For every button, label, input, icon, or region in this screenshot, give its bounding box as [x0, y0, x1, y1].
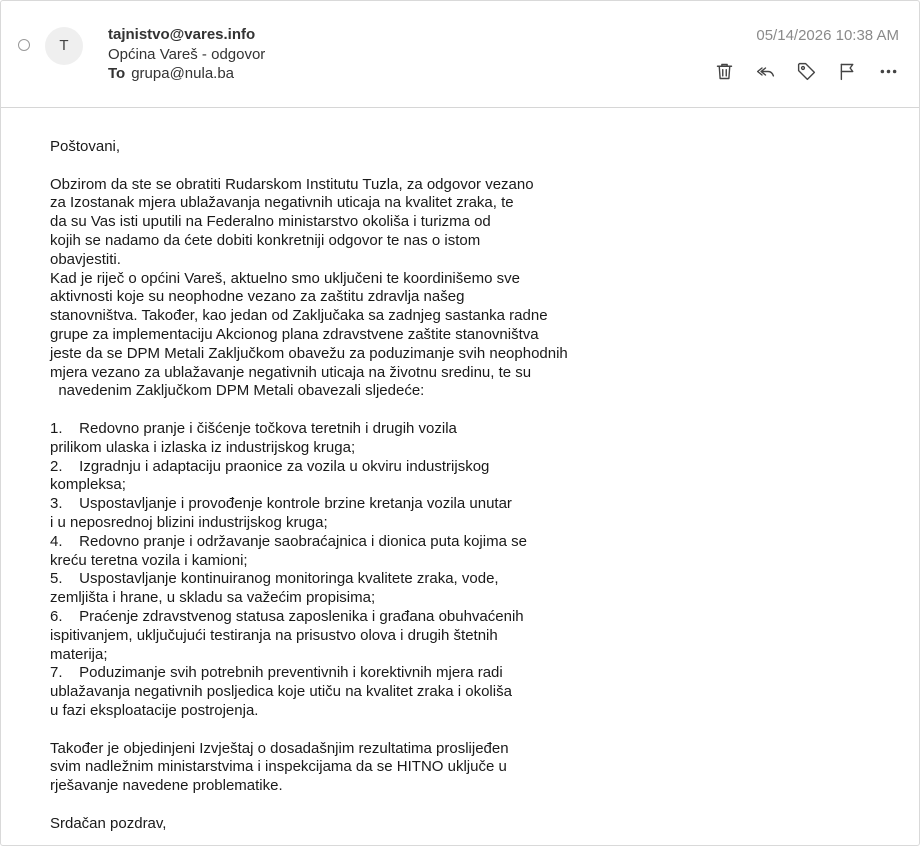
select-checkbox[interactable] — [18, 39, 30, 51]
tag-icon — [796, 61, 817, 82]
avatar: T — [45, 27, 83, 65]
body-line: za Izostanak mjera ublažavanja negativnih uticaja na kvalitet zraka, te — [50, 194, 514, 212]
body-line — [50, 401, 900, 420]
recipient-line — [108, 65, 234, 82]
tag-button[interactable] — [794, 59, 819, 84]
body-line: 2. Izgradnju i adaptaciju praonice za vozila u okviru industrijskog — [50, 457, 490, 475]
body-line: ublažavanja negativnih posljedica koje utiču na kvalitet zraka i okoliša — [50, 683, 512, 701]
body-line: kreću teretna vozila i kamioni; — [50, 551, 248, 569]
message-toolbar — [712, 58, 901, 84]
body-line: navedenim Zaključkom DPM Metali obavezali sljedeće: — [50, 382, 425, 400]
body-line: 1. Redovno pranje i čišćenje točkova teretnih i drugih vozila — [50, 419, 457, 437]
body-line — [50, 157, 900, 176]
body-line: Kad je riječ o općini Vareš, aktuelno smo uključeni te koordinišemo sve — [50, 269, 520, 287]
body-line: u fazi eksploatacije postrojenja. — [50, 701, 259, 719]
to-label: To — [108, 65, 126, 82]
body-line: 3. Uspostavljanje i provođenje kontrole brzine kretanja vozila unutar — [50, 495, 512, 513]
delete-button[interactable] — [712, 59, 737, 84]
reply-all-icon — [755, 61, 776, 82]
reply-all-button[interactable] — [753, 59, 778, 84]
body-line: rješavanje navedene problematike. — [50, 777, 283, 795]
recipient-address[interactable]: grupa@nula.ba — [131, 65, 235, 82]
body-line: jeste da se DPM Metali Zaključkom obavežu za poduzimanje svih neophodnih — [50, 344, 568, 362]
message-header — [1, 1, 919, 108]
more-actions-button[interactable] — [876, 59, 901, 84]
body-line: kojih se nadamo da ćete dobiti konkretniji odgovor te nas o istom — [50, 231, 481, 249]
body-line — [50, 721, 900, 740]
body-line: obavjestiti. — [50, 250, 121, 268]
sender-address[interactable]: tajnistvo@vares.info — [108, 26, 256, 43]
body-line: Srdačan pozdrav, — [50, 814, 167, 832]
body-line: Obzirom da ste se obratiti Rudarskom Institutu Tuzla, za odgovor vezano — [50, 175, 534, 193]
body-line: kompleksa; — [50, 476, 126, 494]
body-line: grupe za implementaciju Akcionog plana zdravstvene zaštite stanovništva — [50, 325, 539, 343]
flag-icon — [837, 61, 858, 82]
body-line: i u neposrednoj blizini industrijskog kruga; — [50, 513, 328, 531]
body-line: mjera vezano za ublažavanje negativnih uticaja na životnu sredinu, te su — [50, 363, 532, 381]
body-line: Također je objedinjeni Izvještaj o dosadašnjim rezultatima proslijeđen — [50, 739, 509, 757]
body-line: da su Vas isti uputili na Federalno ministarstvo okoliša i turizma od — [50, 213, 491, 231]
body-line: zemljišta i hrane, u skladu sa važećim propisima; — [50, 589, 376, 607]
body-line — [50, 796, 900, 815]
body-line: 7. Poduzimanje svih potrebnih preventivnih i korektivnih mjera radi — [50, 664, 503, 682]
body-line: aktivnosti koje su neophodne vezano za zaštitu zdravlja našeg — [50, 288, 465, 306]
body-line: stanovništva. Također, kao jedan od Zaključaka sa zadnjeg sastanka radne — [50, 307, 548, 325]
body-line: materija; — [50, 645, 108, 663]
message-subject: Općina Vareš - odgovor — [108, 46, 266, 63]
body-line: 4. Redovno pranje i održavanje saobraćajnica i dionica puta kojima se — [50, 532, 527, 550]
body-line: prilikom ulaska i izlaska iz industrijskog kruga; — [50, 438, 356, 456]
flag-button[interactable] — [835, 59, 860, 84]
body-line: svim nadležnim ministarstvima i inspekcijama da se HITNO uključe u — [50, 758, 507, 776]
message-body — [50, 138, 900, 833]
body-line: Poštovani, — [50, 138, 121, 155]
message-date: 05/14/2026 10:38 AM — [756, 27, 899, 44]
body-line: ispitivanjem, uključujući testiranja na prisustvo olova i drugih štetnih — [50, 626, 498, 644]
body-line: 5. Uspostavljanje kontinuiranog monitoringa kvalitete zraka, vode, — [50, 570, 499, 588]
more-icon — [878, 61, 899, 82]
body-line: 6. Praćenje zdravstvenog statusa zaposlenika i građana obuhvaćenih — [50, 607, 524, 625]
trash-icon — [714, 61, 735, 82]
